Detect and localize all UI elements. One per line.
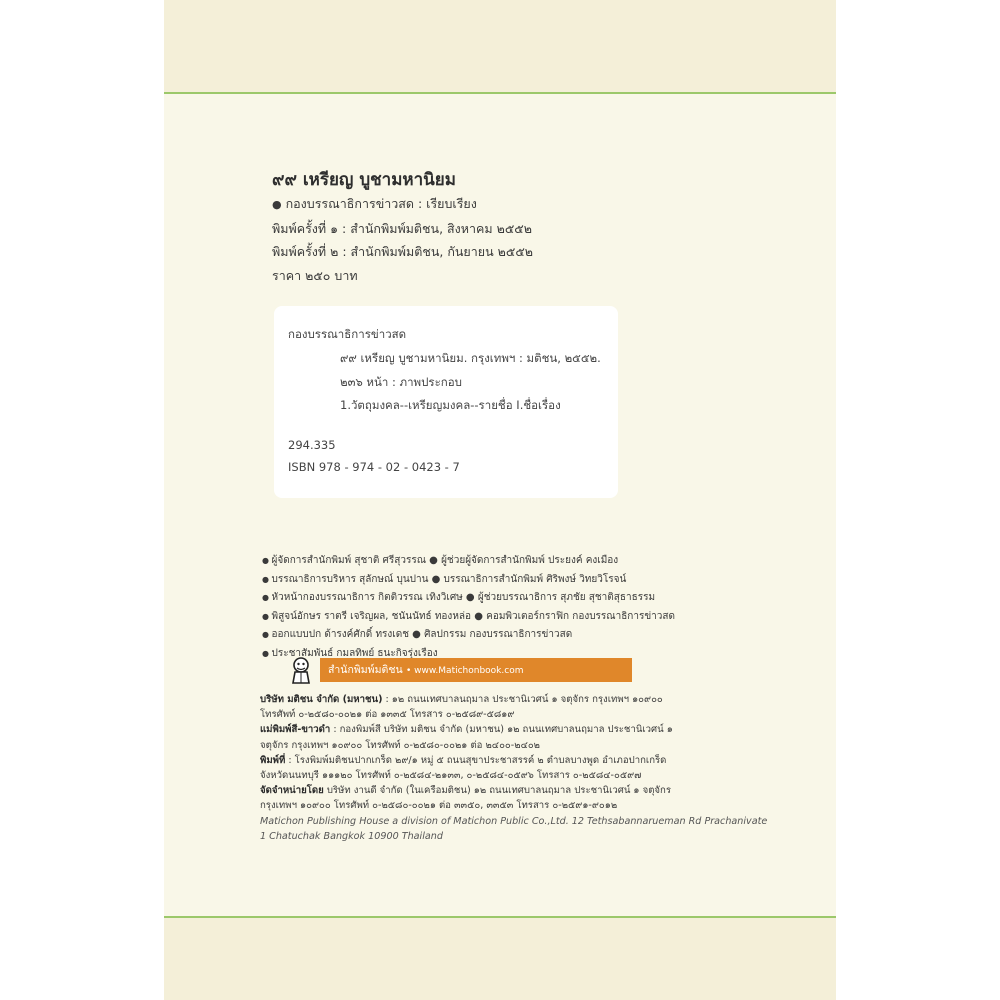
- cip-imprint: ๙๙ เหรียญ บูชามหานิยม. กรุงเทพฯ : มติชน, ๒๕๕๒.: [340, 351, 601, 365]
- credit-line: ● ประชาสัมพันธ์ กมลทิพย์ ธนะกิจรุ่งเรือง: [262, 647, 438, 659]
- bottom-band: [164, 918, 836, 1000]
- top-band: [164, 0, 836, 92]
- book-meta: [272, 192, 692, 287]
- book-title: ๙๙ เหรียญ บูชามหานิยม: [272, 170, 456, 190]
- publisher-info: [260, 692, 768, 844]
- publisher-line: โทรศัพท์ ๐-๒๕๘๐-๐๐๒๑ ต่อ ๑๓๓๕ โทรสาร ๐-๒๕๘๙-๕๘๑๙: [260, 709, 515, 721]
- bullet-icon: ●: [262, 611, 272, 621]
- price: ราคา ๒๕๐ บาท: [272, 267, 358, 283]
- cip-isbn: ISBN 978 - 974 - 02 - 0423 - 7: [288, 460, 460, 474]
- publisher-banner: สำนักพิมพ์มติชน • www.Matichonbook.com: [320, 658, 632, 682]
- publisher-name: สำนักพิมพ์มติชน: [328, 664, 403, 676]
- cip-card: [274, 306, 618, 498]
- cip-author: กองบรรณาธิการข่าวสด: [288, 327, 407, 341]
- cip-pages: ๒๓๖ หน้า : ภาพประกอบ: [340, 375, 462, 389]
- bullet-icon: ●: [262, 630, 272, 639]
- publisher-english-line: Matichon Publishing House a division of Matichon Public Co.,Ltd. 12 Tethsabannarueman Rd Prachanivate: [260, 815, 768, 827]
- credit-line: ● หัวหน้ากองบรรณาธิการ กิตติวรรณ เทิงวิเศษ ● ผู้ช่วยบรรณาธิการ สุภชัย สุชาติสุธาธรรม: [262, 592, 656, 603]
- credit-line: ● บรรณาธิการบริหาร สุลักษณ์ บุนปาน ● บรรณาธิการสำนักพิมพ์ ศิริพงษ์ วิทยวิโรจน์: [262, 573, 627, 585]
- printing-1: พิมพ์ครั้งที่ ๑ : สำนักพิมพ์มติชน, สิงหาคม ๒๕๕๒: [272, 220, 532, 236]
- bullet-icon: ●: [272, 198, 282, 211]
- cip-class-number: 294.335: [288, 438, 336, 452]
- publisher-line: บริษัท มติชน จำกัด (มหาชน) : ๑๒ ถนนเทศบาลนฤมาล ประชานิเวศน์ ๑ จตุจักร กรุงเทพฯ ๑๐๙๐๐: [260, 694, 663, 705]
- credit-line: ● ออกแบบปก ด้ารงค์ศักดิ์ ทรงเดช ● ศิลปกรรม กองบรรณาธิการข่าวสด: [262, 629, 573, 640]
- publisher-line: พิมพ์ที่ : โรงพิมพ์มติชนปากเกร็ด ๒๙/๑ หมู่ ๕ ถนนสุขาประชาสรรค์ ๒ ตำบลบางพูด อำเภอปากเกร็ด: [260, 754, 667, 766]
- publisher-line: แม่พิมพ์สี-ขาวดำ : กองพิมพ์สี บริษัท มติชน จำกัด (มหาชน) ๑๒ ถนนเทศบาลนฤมาล ประชานิเวศน์ ๑: [260, 724, 673, 736]
- credit-line: ● พิสูจน์อักษร ราตรี เจริญผล, ชนันนัทธ์ ทองหล่อ ● คอมพิวเตอร์กราฟิก กองบรรณาธิการข่าวสด: [262, 610, 675, 622]
- bullet-icon: ●: [262, 593, 272, 602]
- publisher-line: จัดจำหน่ายโดย บริษัท งานดี จำกัด (ในเครือมติชน) ๑๒ ถนนเทศบาลนฤมาล ประชานิเวศน์ ๑ จตุจักร: [260, 785, 672, 797]
- bullet-icon: ●: [262, 556, 272, 565]
- printing-2: พิมพ์ครั้งที่ ๒ : สำนักพิมพ์มติชน, กันยายน ๒๕๕๒: [272, 244, 534, 259]
- mascot-icon: [288, 656, 314, 684]
- staff-credits: [262, 552, 732, 663]
- publisher-line: จตุจักร กรุงเทพฯ ๑๐๙๐๐ โทรศัพท์ ๐-๒๕๘๐-๐๐๒๑ ต่อ ๒๔๐๐-๒๔๐๒: [260, 739, 541, 751]
- bullet-icon: ●: [262, 574, 272, 584]
- top-rule: [164, 92, 836, 94]
- compiler-line: ● กองบรรณาธิการข่าวสด : เรียบเรียง: [272, 196, 477, 211]
- book-page: [164, 0, 836, 1000]
- publisher-english-line: 1 Chatuchak Bangkok 10900 Thailand: [260, 830, 443, 842]
- publisher-website: www.Matichonbook.com: [414, 666, 524, 676]
- cip-subjects: 1.วัตถุมงคล--เหรียญมงคล--รายชื่อ I.ชื่อเรื่อง: [340, 398, 561, 412]
- credit-line: ● ผู้จัดการสำนักพิมพ์ สุชาติ ศรีสุวรรณ ● ผู้ช่วยผู้จัดการสำนักพิมพ์ ประยงค์ คงเมือง: [262, 555, 619, 566]
- publisher-line: กรุงเทพฯ ๑๐๙๐๐ โทรศัพท์ ๐-๒๕๘๐-๐๐๒๑ ต่อ ๓๓๕๐, ๓๓๕๓ โทรสาร ๐-๒๕๙๑-๙๐๑๒: [260, 800, 618, 812]
- publisher-line: จังหวัดนนทบุรี ๑๑๑๒๐ โทรศัพท์ ๐-๒๕๘๔-๒๑๓๓, ๐-๒๕๘๔-๐๕๙๖ โทรสาร ๐-๒๕๘๔-๐๕๙๗: [260, 770, 642, 782]
- bullet-icon: ●: [262, 648, 272, 658]
